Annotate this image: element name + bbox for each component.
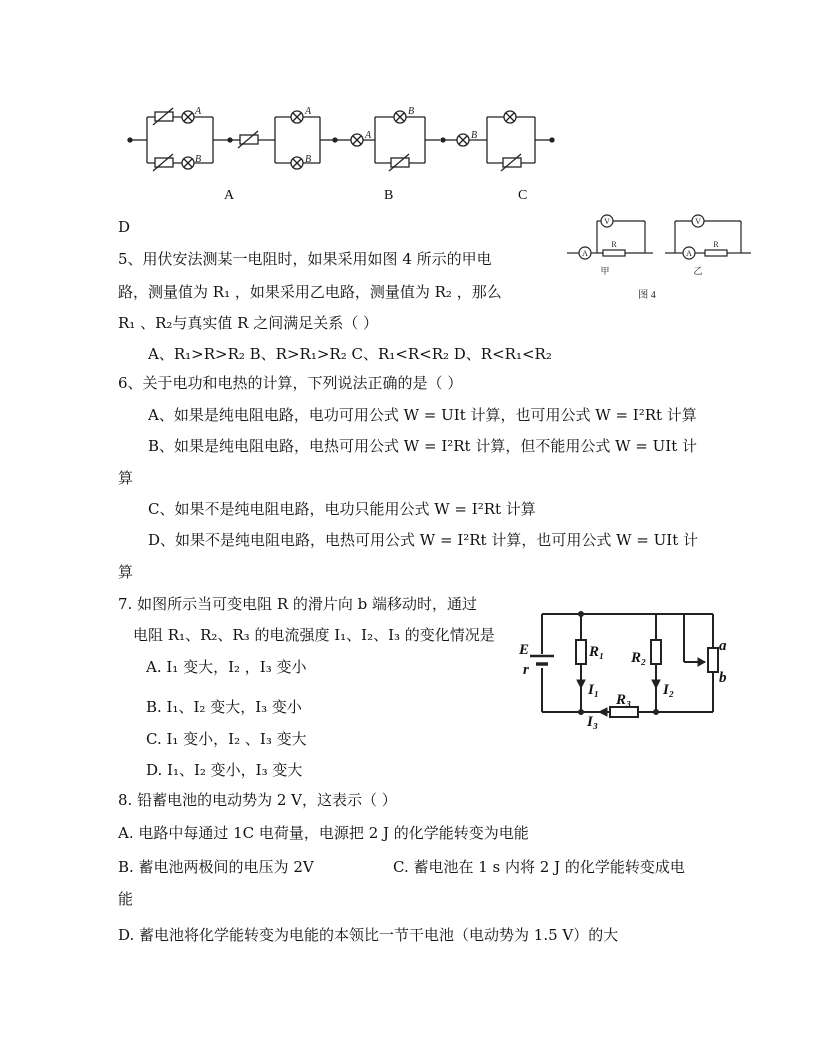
figure-label-a: A [224,188,235,203]
q6-option-d: D、如果不是纯电阻电路，电热可用公式 W = I²Rt 计算，也可用公式 W = UIt 计 [148,531,699,549]
top-circuits-figure [125,100,565,180]
svg-text:A: A [195,106,202,117]
svg-text:R: R [611,240,617,249]
q7-option-b: B. I₁、I₂ 变大，I₃ 变小 [146,698,302,716]
q8-option-a: A. 电路中每通过 1C 电荷量，电源把 2 J 的化学能转变为电能 [118,824,529,842]
svg-text:I₂: I₂ [663,682,675,698]
svg-text:A: A [305,106,312,117]
q6-option-d-cont: 算 [118,563,134,581]
svg-text:R₃: R₃ [616,692,632,708]
q7-option-d: D. I₁、I₂ 变小，I₃ 变大 [146,761,303,779]
figure-4 [565,208,755,301]
svg-text:E: E [519,642,530,658]
q6-option-b: B、如果是纯电阻电路，电热可用公式 W = I²Rt 计算，但不能用公式 W = UIt 计 [148,437,697,455]
svg-text:B: B [471,130,478,141]
q8-option-c: C. 蓄电池在 1 s 内将 2 J 的化学能转变成电 [393,858,685,876]
q8-option-c-cont: 能 [118,890,134,908]
figure-label-c: C [518,188,528,203]
q6-option-c: C、如果不是纯电阻电路，电功只能用公式 W = I²Rt 计算 [148,500,536,518]
svg-text:B: B [195,154,202,165]
svg-text:R: R [713,240,719,249]
q5-line-3: R₁ 、R₂与真实值 R 之间满足关系（ ） [118,314,378,332]
svg-text:a: a [719,638,727,654]
svg-text:乙: 乙 [693,266,703,276]
q7-option-c: C. I₁ 变小，I₂ 、I₃ 变大 [146,730,307,748]
q8-option-b: B. 蓄电池两极间的电压为 2V [118,858,314,876]
option-d-label: D [118,218,131,236]
q5-options: A、R₁>R>R₂ B、R>R₁>R₂ C、R₁<R<R₂ D、R<R₁<R₂ [148,345,552,363]
svg-text:A: A [365,130,372,141]
svg-text:图 4: 图 4 [638,290,656,301]
svg-text:I₁: I₁ [588,682,600,698]
svg-text:V: V [604,217,610,226]
figure-label-b: B [384,188,394,203]
svg-text:r: r [523,662,529,678]
q8-option-d: D. 蓄电池将化学能转变为电能的本领比一节干电池（电动势为 1.5 V）的大 [118,926,619,944]
q5-line-2: 路，测量值为 R₁ ，如果采用乙电路，测量值为 R₂ ，那么 [118,283,502,301]
q5-line-1: 5、用伏安法测某一电阻时，如果采用如图 4 所示的甲电 [118,250,492,268]
svg-text:I₃: I₃ [587,714,599,730]
q7-option-a: A. I₁ 变大，I₂ ，I₃ 变小 [146,658,307,676]
figure-7-circuit [515,610,725,740]
q6-stem: 6、关于电功和电热的计算，下列说法正确的是（ ） [118,374,463,392]
svg-text:B: B [305,154,312,165]
q6-option-a: A、如果是纯电阻电路，电功可用公式 W = UIt 计算，也可用公式 W = I²Rt 计算 [148,406,697,424]
q8-stem: 8. 铅蓄电池的电动势为 2 V，这表示（ ） [118,791,397,809]
q6-option-b-cont: 算 [118,469,134,487]
svg-text:A: A [582,249,588,258]
q7-line-1: 7. 如图所示当可变电阻 R 的滑片向 b 端移动时，通过 [118,595,478,613]
q7-line-2: 电阻 R₁、R₂、R₃ 的电流强度 I₁、I₂、I₃ 的变化情况是 [133,626,495,644]
svg-text:V: V [695,217,701,226]
svg-text:A: A [686,249,692,258]
svg-text:R₂: R₂ [631,650,647,666]
svg-text:甲: 甲 [600,266,610,276]
svg-text:b: b [719,670,727,686]
svg-text:B: B [408,106,415,117]
svg-text:R₁: R₁ [589,644,605,660]
